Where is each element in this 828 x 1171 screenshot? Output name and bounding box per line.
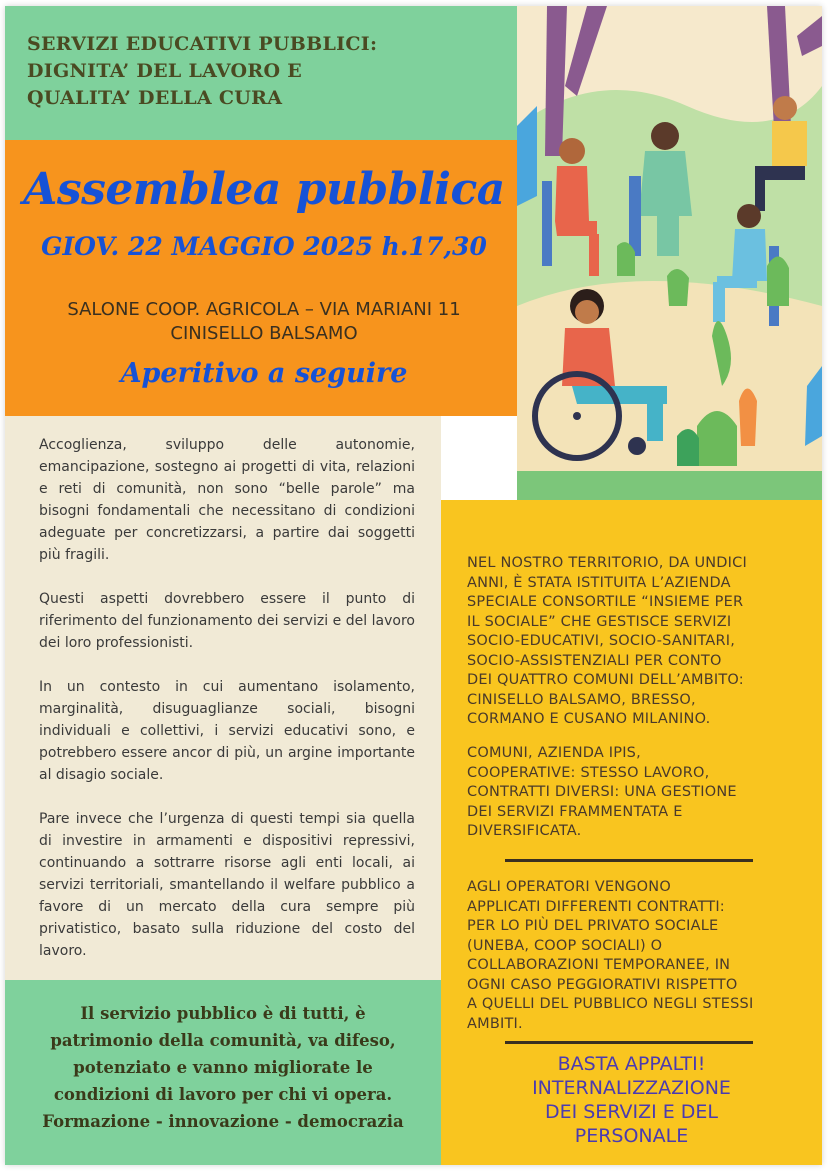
header-title-line: QUALITA’ DELLA CURA bbox=[27, 87, 283, 109]
sidebar-line: SOCIO-ASSISTENZIALI PER CONTO bbox=[467, 652, 722, 669]
sidebar-panel bbox=[441, 500, 822, 1165]
footer-line: patrimonio della comunità, va difeso, bbox=[50, 1031, 396, 1050]
event-venue-line: SALONE COOP. AGRICOLA – VIA MARIANI 11 bbox=[67, 299, 461, 320]
sidebar-line: COOPERATIVE: STESSO LAVORO, bbox=[467, 764, 710, 781]
illustration bbox=[517, 6, 822, 500]
cta-line: INTERNALIZZAZIONE bbox=[532, 1077, 731, 1099]
cta-line: PERSONALE bbox=[574, 1125, 689, 1147]
sidebar-line: SOCIO-EDUCATIVI, SOCIO-SANITARI, bbox=[467, 633, 736, 649]
event-aperitivo: Aperitivo a seguire bbox=[120, 358, 408, 389]
divider bbox=[505, 1041, 753, 1044]
sidebar-line: CONTRATTI DIVERSI: UNA GESTIONE bbox=[467, 784, 737, 800]
body-paragraph: Pare invece che l’urgenza di questi tempi sia quella di investire in armamenti e dispositivi repressivi, continuando a sottrarre risorse agli enti locali, ai servizi territoriali, smantellando il welfare pubblico a favore di un mercato della cura sempre più privatistico, basato sulla riduzione del costo del lavoro. bbox=[39, 811, 415, 959]
sidebar-line: (UNEBA, COOP SOCIALI) O bbox=[467, 937, 663, 954]
sidebar-line: DIVERSIFICATA. bbox=[467, 823, 582, 839]
body-text bbox=[39, 434, 415, 984]
footer-line: condizioni di lavoro per chi vi opera. bbox=[53, 1085, 393, 1104]
body-panel bbox=[5, 416, 441, 980]
sidebar-line: OGNI CASO PEGGIORATIVI RISPETTO bbox=[467, 976, 738, 993]
body-paragraph: Accoglienza, sviluppo delle autonomie, emancipazione, sostegno ai progetti di vita, relazioni e reti di comunità, non sono “belle parole” ma bisogni fondamentali che necessitano di condizioni adeguate per concretizzarsi, a partire dai soggetti più fragili. bbox=[39, 437, 415, 563]
sidebar-line: SPECIALE CONSORTILE “INSIEME PER bbox=[467, 594, 744, 610]
cta-line: DEI SERVIZI E DEL bbox=[544, 1101, 719, 1123]
sidebar-line: AMBITI. bbox=[467, 1015, 523, 1032]
sidebar-line: COMUNI, AZIENDA IPIS, bbox=[467, 745, 641, 761]
footer-line: potenziato e vanno migliorate le bbox=[73, 1058, 373, 1077]
header-title-line: DIGNITA’ DEL LAVORO E bbox=[27, 60, 303, 82]
body-paragraph: Questi aspetti dovrebbero essere il punto di riferimento del funzionamento dei servizi e del lavoro dei loro professionisti. bbox=[39, 591, 415, 651]
event-panel bbox=[5, 140, 523, 416]
header-title bbox=[27, 31, 507, 112]
body-paragraph: In un contesto in cui aumentano isolamento, marginalità, disuguaglianze sociali, bisogni individuali e collettivi, i servizi educativi sono, e potrebbero essere ancor di più, un argine importante al disagio sociale. bbox=[39, 679, 415, 783]
footer-line: Il servizio pubblico è di tutti, è bbox=[80, 1004, 366, 1023]
sidebar-line: ANNI, È STATA ISTITUITA L’AZIENDA bbox=[467, 574, 731, 591]
flyer-page bbox=[5, 6, 822, 1165]
sidebar-line: APPLICATI DIFFERENTI CONTRATTI: bbox=[467, 898, 725, 915]
event-venue bbox=[5, 298, 523, 346]
sidebar-block-contracts bbox=[467, 744, 797, 842]
event-title: Assemblea pubblica bbox=[23, 164, 505, 215]
sidebar-line: CORMANO E CUSANO MILANINO. bbox=[467, 711, 711, 727]
sidebar-line: NEL NOSTRO TERRITORIO, DA UNDICI bbox=[467, 555, 747, 571]
footer-line: Formazione - innovazione - democrazia bbox=[42, 1112, 404, 1131]
footer-text bbox=[15, 1000, 431, 1135]
sidebar-block-operators bbox=[467, 878, 797, 1034]
divider bbox=[505, 859, 753, 862]
event-venue-line: CINISELLO BALSAMO bbox=[170, 323, 358, 344]
people-in-park-illustration bbox=[517, 6, 822, 500]
sidebar-line: AGLI OPERATORI VENGONO bbox=[467, 879, 671, 895]
sidebar-line: IL SOCIALE” CHE GESTISCE SERVIZI bbox=[467, 613, 732, 630]
sidebar-line: COLLABORAZIONI TEMPORANEE, IN bbox=[467, 957, 731, 973]
sidebar-line: DEI SERVIZI FRAMMENTATA E bbox=[467, 803, 683, 820]
call-to-action bbox=[441, 1052, 822, 1148]
footer-panel bbox=[5, 980, 441, 1165]
sidebar-block-territory bbox=[467, 554, 797, 730]
header-title-line: SERVIZI EDUCATIVI PUBBLICI: bbox=[27, 33, 378, 55]
sidebar-line: CINISELLO BALSAMO, BRESSO, bbox=[467, 691, 696, 708]
header-panel bbox=[5, 6, 517, 140]
sidebar-line: A QUELLI DEL PUBBLICO NEGLI STESSI bbox=[467, 996, 754, 1012]
event-date: GIOV. 22 MAGGIO 2025 h.17,30 bbox=[41, 232, 487, 261]
sidebar-line: DEI QUATTRO COMUNI DELL’AMBITO: bbox=[467, 672, 744, 688]
cta-line: BASTA APPALTI! bbox=[557, 1053, 706, 1075]
sidebar-line: PER LO PIÙ DEL PRIVATO SOCIALE bbox=[467, 918, 719, 934]
